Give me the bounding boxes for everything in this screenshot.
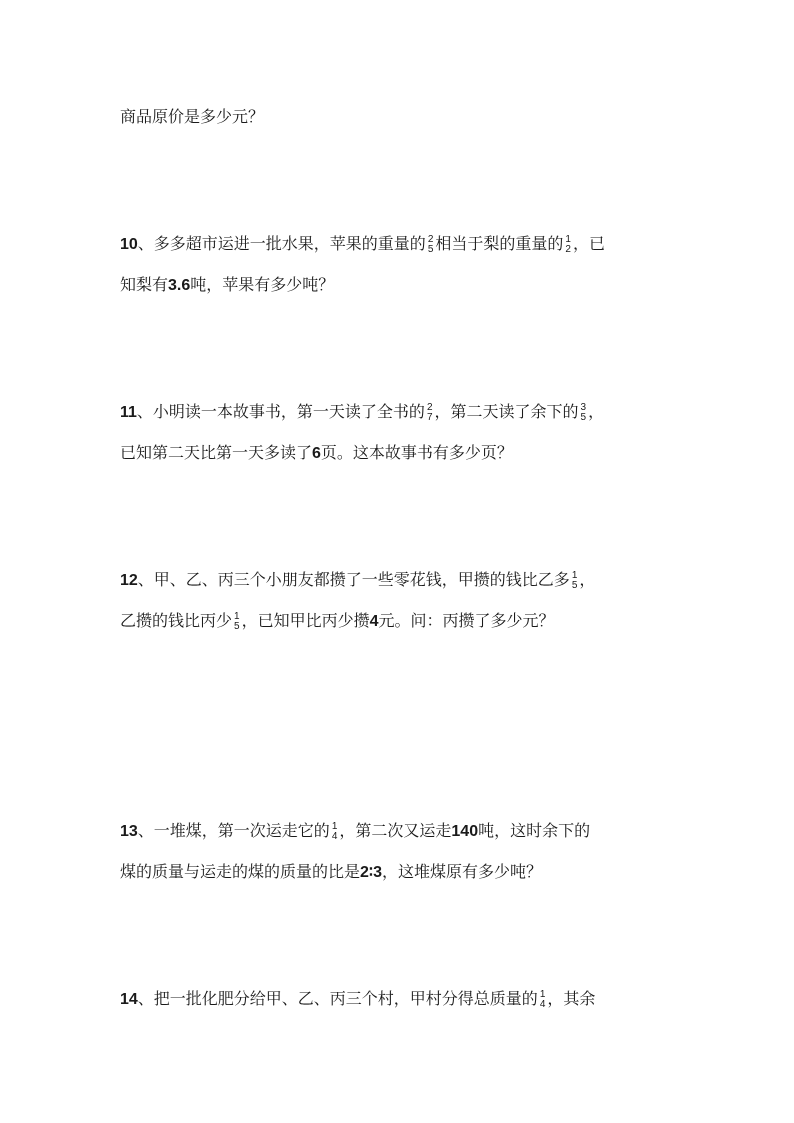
question-12-line-2: 乙攒的钱比丙少 1 5 ，已知甲比丙少攒4元。问：丙攒了多少元？	[120, 610, 555, 632]
question-11-line-1: 11、小明读一本故事书，第一天读了全书的 2 7 ，第二天读了余下的 3 5 ，	[120, 401, 605, 423]
fraction: 2 5	[427, 233, 434, 255]
question-10-line-1: 10、多多超市运进一批水果，苹果的重量的 2 5 相当于梨的重量的 1 2 ，已	[120, 233, 605, 255]
fraction: 1 4	[331, 820, 338, 842]
question-number: 14	[120, 991, 138, 1008]
fraction: 1 4	[539, 988, 546, 1010]
question-number: 11	[120, 404, 137, 421]
question-12-line-1: 12、甲、乙、丙三个小朋友都攒了一些零花钱，甲攒的钱比乙多 1 5 ，	[120, 569, 596, 591]
question-number: 13	[120, 823, 138, 840]
fraction: 3 5	[580, 401, 587, 423]
question-number: 10	[120, 236, 138, 253]
question-11-line-2: 已知第二天比第一天多读了6页。这本故事书有多少页？	[120, 443, 513, 462]
question-10-line-2: 知梨有3.6吨，苹果有多少吨？	[120, 275, 335, 294]
fraction: 1 2	[565, 233, 571, 255]
line-1: 商品原价是多少元？	[120, 107, 265, 126]
question-13-line-2: 煤的质量与运走的煤的质量的比是2∶3，这堆煤原有多少吨？	[120, 862, 542, 881]
fraction: 2 7	[426, 401, 433, 423]
question-number: 12	[120, 572, 138, 589]
fraction: 1 5	[571, 569, 578, 591]
fraction: 1 5	[234, 610, 240, 632]
question-13-line-1: 13、一堆煤，第一次运走它的 1 4 ，第二次又运走140吨，这时余下的	[120, 820, 591, 842]
question-14-line-1: 14、把一批化肥分给甲、乙、丙三个村，甲村分得总质量的 1 4 ，其余	[120, 988, 596, 1010]
